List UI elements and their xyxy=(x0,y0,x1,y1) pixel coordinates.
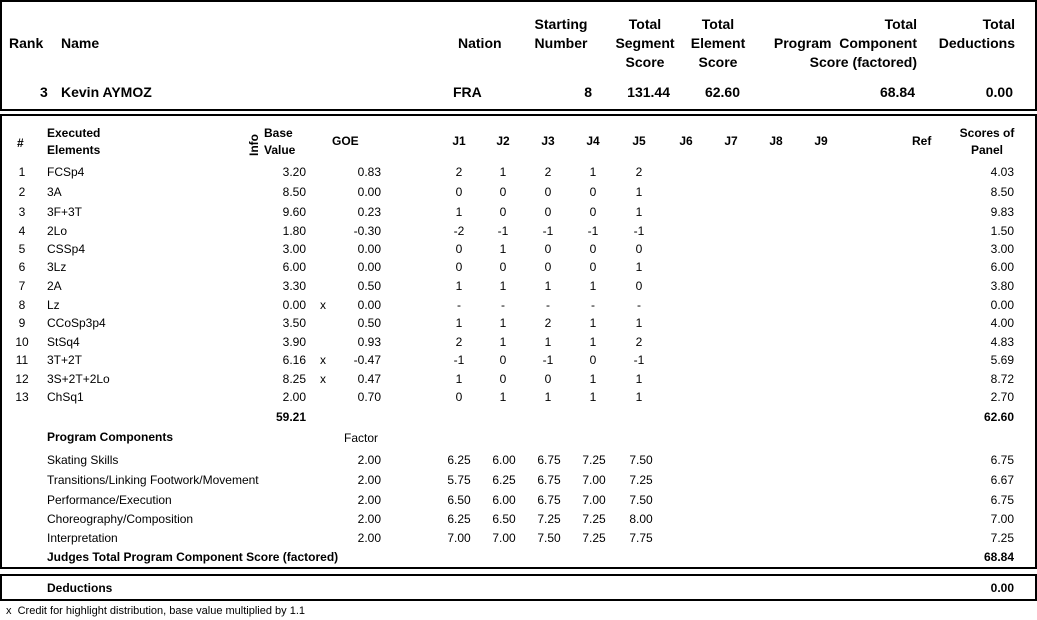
header-starting-number: Starting Number xyxy=(534,16,588,51)
component-panel-score: 6.67 xyxy=(990,473,1014,487)
header-name: Name xyxy=(61,35,100,51)
component-judge-score: 5.75 xyxy=(447,473,471,487)
element-judge-score: -1 xyxy=(587,224,599,238)
element-judge-score: 1 xyxy=(455,205,463,219)
element-judge-score: - xyxy=(637,298,641,312)
col-header-executed-elements: Executed Elements xyxy=(47,126,101,157)
element-base-value: 0.00 xyxy=(282,298,306,312)
element-info: x xyxy=(320,372,326,386)
base-value-total: 59.21 xyxy=(275,410,306,424)
element-judge-score: 1 xyxy=(455,316,463,330)
element-judge-score: 1 xyxy=(499,165,507,179)
component-name: Performance/Execution xyxy=(47,493,172,507)
element-judge-score: 1 xyxy=(589,316,597,330)
component-judge-score: 6.00 xyxy=(492,493,516,507)
element-goe: 0.00 xyxy=(357,298,381,312)
element-judge-score: 1 xyxy=(589,390,597,404)
element-name: 3T+2T xyxy=(47,353,83,367)
judge-header-9: J9 xyxy=(814,134,828,148)
element-judge-score: -1 xyxy=(453,353,465,367)
judge-header-4: J4 xyxy=(586,134,600,148)
deductions-label: Deductions xyxy=(47,581,113,595)
element-goe: 0.23 xyxy=(357,205,381,219)
component-judge-score: 7.50 xyxy=(629,453,653,467)
element-judge-score: 1 xyxy=(499,242,507,256)
deductions-value: 0.00 xyxy=(990,581,1014,595)
component-factor: 2.00 xyxy=(357,473,381,487)
judge-header-7: J7 xyxy=(724,134,738,148)
col-header-goe: GOE xyxy=(332,134,359,148)
element-judge-score: 1 xyxy=(499,279,507,293)
element-judge-score: 1 xyxy=(635,260,643,274)
element-base-value: 6.00 xyxy=(282,260,306,274)
element-judge-score: 0 xyxy=(544,205,552,219)
footnote: x Credit for highlight distribution, base value multiplied by 1.1 xyxy=(6,605,305,617)
element-panel-score: 8.72 xyxy=(990,372,1014,386)
component-judge-score: 6.75 xyxy=(537,453,561,467)
component-factor: 2.00 xyxy=(357,493,381,507)
element-goe: 0.00 xyxy=(357,260,381,274)
program-components-title: Program Components xyxy=(47,430,174,444)
component-judge-score: 6.75 xyxy=(537,493,561,507)
skater-pcs: 68.84 xyxy=(879,84,915,100)
skater-rank: 3 xyxy=(40,84,48,100)
deductions-box xyxy=(0,574,1037,601)
element-judge-score: - xyxy=(591,298,595,312)
component-panel-score: 6.75 xyxy=(990,453,1014,467)
element-number: 2 xyxy=(18,185,26,199)
component-panel-score: 7.00 xyxy=(990,512,1014,526)
element-judge-score: 0 xyxy=(635,279,643,293)
element-panel-score: 4.00 xyxy=(990,316,1014,330)
panel-score-total: 62.60 xyxy=(983,410,1014,424)
col-header-scores-of-panel: Scores of Panel xyxy=(959,126,1015,157)
element-judge-score: -1 xyxy=(542,224,554,238)
element-base-value: 3.50 xyxy=(282,316,306,330)
component-judge-score: 6.25 xyxy=(447,453,471,467)
header-nation: Nation xyxy=(458,35,502,51)
header-rank: Rank xyxy=(9,35,44,51)
skater-tes: 62.60 xyxy=(704,84,740,100)
element-number: 10 xyxy=(15,335,29,349)
element-panel-score: 2.70 xyxy=(990,390,1014,404)
element-judge-score: 2 xyxy=(455,165,463,179)
element-judge-score: 0 xyxy=(589,205,597,219)
element-judge-score: - xyxy=(546,298,550,312)
element-panel-score: 6.00 xyxy=(990,260,1014,274)
element-panel-score: 1.50 xyxy=(990,224,1014,238)
element-judge-score: 2 xyxy=(544,316,552,330)
element-number: 7 xyxy=(18,279,26,293)
element-panel-score: 3.80 xyxy=(990,279,1014,293)
component-judge-score: 7.25 xyxy=(582,531,606,545)
element-judge-score: -1 xyxy=(542,353,554,367)
element-judge-score: 2 xyxy=(455,335,463,349)
element-base-value: 3.30 xyxy=(282,279,306,293)
component-name: Choreography/Composition xyxy=(47,512,194,526)
element-judge-score: 2 xyxy=(635,335,643,349)
judge-header-3: J3 xyxy=(541,134,555,148)
component-name: Interpretation xyxy=(47,531,118,545)
element-name: 2A xyxy=(47,279,62,293)
element-goe: 0.00 xyxy=(357,185,381,199)
element-base-value: 1.80 xyxy=(282,224,306,238)
element-panel-score: 3.00 xyxy=(990,242,1014,256)
element-judge-score: 1 xyxy=(499,335,507,349)
element-panel-score: 5.69 xyxy=(990,353,1014,367)
component-judge-score: 6.75 xyxy=(537,473,561,487)
element-name: CSSp4 xyxy=(47,242,86,256)
component-judge-score: 6.25 xyxy=(447,512,471,526)
element-judge-score: -1 xyxy=(633,224,645,238)
element-base-value: 3.20 xyxy=(282,165,306,179)
component-judge-score: 7.00 xyxy=(582,473,606,487)
element-number: 9 xyxy=(18,316,26,330)
component-factor: 2.00 xyxy=(357,453,381,467)
element-judge-score: 1 xyxy=(499,316,507,330)
element-judge-score: 0 xyxy=(589,260,597,274)
judge-header-1: J1 xyxy=(452,134,466,148)
element-judge-score: 1 xyxy=(455,279,463,293)
element-judge-score: -1 xyxy=(633,353,645,367)
element-name: 3S+2T+2Lo xyxy=(47,372,110,386)
element-judge-score: 0 xyxy=(499,260,507,274)
component-judge-score: 7.25 xyxy=(629,473,653,487)
factor-label: Factor xyxy=(344,431,379,445)
element-base-value: 8.50 xyxy=(282,185,306,199)
element-goe: -0.30 xyxy=(353,224,381,238)
pcs-total-value: 68.84 xyxy=(983,550,1014,564)
col-header-ref: Ref xyxy=(912,134,932,148)
header-total-pcs: Total Program Component Score (factored) xyxy=(773,16,917,70)
element-panel-score: 9.83 xyxy=(990,205,1014,219)
element-judge-score: 0 xyxy=(544,185,552,199)
element-judge-score: 0 xyxy=(455,390,463,404)
element-name: 3A xyxy=(47,185,62,199)
element-base-value: 3.00 xyxy=(282,242,306,256)
element-goe: -0.47 xyxy=(353,353,381,367)
element-base-value: 3.90 xyxy=(282,335,306,349)
component-judge-score: 8.00 xyxy=(629,512,653,526)
element-panel-score: 0.00 xyxy=(990,298,1014,312)
element-judge-score: 1 xyxy=(635,205,643,219)
component-name: Transitions/Linking Footwork/Movement xyxy=(47,473,259,487)
element-goe: 0.83 xyxy=(357,165,381,179)
component-judge-score: 7.50 xyxy=(537,531,561,545)
element-base-value: 8.25 xyxy=(282,372,306,386)
skater-deductions: 0.00 xyxy=(985,84,1013,100)
element-info: x xyxy=(320,298,326,312)
element-goe: 0.00 xyxy=(357,242,381,256)
element-judge-score: 0 xyxy=(499,205,507,219)
component-judge-score: 7.50 xyxy=(629,493,653,507)
element-number: 3 xyxy=(18,205,26,219)
element-judge-score: -1 xyxy=(497,224,509,238)
element-panel-score: 8.50 xyxy=(990,185,1014,199)
element-judge-score: 1 xyxy=(589,335,597,349)
element-base-value: 9.60 xyxy=(282,205,306,219)
skater-start-number: 8 xyxy=(584,84,592,100)
skater-tss: 131.44 xyxy=(627,84,670,100)
element-panel-score: 4.03 xyxy=(990,165,1014,179)
element-name: ChSq1 xyxy=(47,390,84,404)
element-judge-score: 1 xyxy=(544,279,552,293)
element-base-value: 2.00 xyxy=(282,390,306,404)
col-header-number: # xyxy=(17,136,24,150)
element-info: x xyxy=(320,353,326,367)
element-name: StSq4 xyxy=(47,335,80,349)
element-judge-score: - xyxy=(501,298,505,312)
element-judge-score: 1 xyxy=(589,165,597,179)
component-judge-score: 6.00 xyxy=(492,453,516,467)
element-judge-score: - xyxy=(457,298,461,312)
element-judge-score: 0 xyxy=(544,260,552,274)
component-judge-score: 7.25 xyxy=(582,453,606,467)
component-judge-score: 7.25 xyxy=(582,512,606,526)
element-judge-score: 0 xyxy=(455,260,463,274)
element-judge-score: 0 xyxy=(499,353,507,367)
judge-header-6: J6 xyxy=(679,134,693,148)
component-name: Skating Skills xyxy=(47,453,119,467)
element-judge-score: 0 xyxy=(499,372,507,386)
skater-name: Kevin AYMOZ xyxy=(61,84,152,100)
element-number: 13 xyxy=(15,390,29,404)
element-panel-score: 4.83 xyxy=(990,335,1014,349)
element-judge-score: 1 xyxy=(544,335,552,349)
element-judge-score: 1 xyxy=(589,372,597,386)
component-judge-score: 6.50 xyxy=(447,493,471,507)
pcs-total-label: Judges Total Program Component Score (factored) xyxy=(47,550,339,564)
element-number: 5 xyxy=(18,242,26,256)
element-judge-score: 0 xyxy=(635,242,643,256)
element-name: 3F+3T xyxy=(47,205,83,219)
element-judge-score: 1 xyxy=(499,390,507,404)
element-judge-score: 1 xyxy=(635,316,643,330)
element-judge-score: 1 xyxy=(635,372,643,386)
element-judge-score: 0 xyxy=(544,372,552,386)
component-judge-score: 7.75 xyxy=(629,531,653,545)
element-number: 1 xyxy=(18,165,26,179)
element-judge-score: 0 xyxy=(589,185,597,199)
component-judge-score: 7.25 xyxy=(537,512,561,526)
element-judge-score: 0 xyxy=(455,242,463,256)
judge-header-2: J2 xyxy=(496,134,510,148)
element-judge-score: 2 xyxy=(635,165,643,179)
component-judge-score: 7.00 xyxy=(447,531,471,545)
element-number: 6 xyxy=(18,260,26,274)
element-number: 8 xyxy=(18,298,26,312)
element-judge-score: 1 xyxy=(589,279,597,293)
element-name: 3Lz xyxy=(47,260,67,274)
element-judge-score: 0 xyxy=(544,242,552,256)
judge-header-5: J5 xyxy=(632,134,646,148)
element-judge-score: 0 xyxy=(499,185,507,199)
element-goe: 0.50 xyxy=(357,279,381,293)
component-judge-score: 6.50 xyxy=(492,512,516,526)
element-judge-score: 2 xyxy=(544,165,552,179)
element-judge-score: 0 xyxy=(589,353,597,367)
element-base-value: 6.16 xyxy=(282,353,306,367)
component-judge-score: 7.00 xyxy=(492,531,516,545)
element-judge-score: 1 xyxy=(635,390,643,404)
element-name: FCSp4 xyxy=(47,165,85,179)
judge-header-8: J8 xyxy=(769,134,783,148)
component-judge-score: 7.00 xyxy=(582,493,606,507)
component-panel-score: 6.75 xyxy=(990,493,1014,507)
element-number: 11 xyxy=(15,353,29,367)
header-total-element-score: Total Element Score xyxy=(690,16,746,70)
header-total-deductions: Total Deductions xyxy=(938,16,1015,51)
element-judge-score: 1 xyxy=(635,185,643,199)
element-name: 2Lo xyxy=(47,224,68,238)
component-factor: 2.00 xyxy=(357,512,381,526)
col-header-info: Info xyxy=(247,134,261,156)
component-judge-score: 6.25 xyxy=(492,473,516,487)
element-name: Lz xyxy=(47,298,60,312)
element-judge-score: -2 xyxy=(453,224,465,238)
element-goe: 0.50 xyxy=(357,316,381,330)
element-goe: 0.47 xyxy=(357,372,381,386)
element-goe: 0.70 xyxy=(357,390,381,404)
header-total-segment-score: Total Segment Score xyxy=(615,16,675,70)
component-panel-score: 7.25 xyxy=(990,531,1014,545)
col-header-base-value: Base Value xyxy=(264,126,296,157)
element-number: 12 xyxy=(15,372,29,386)
element-number: 4 xyxy=(18,224,26,238)
element-judge-score: 1 xyxy=(544,390,552,404)
element-judge-score: 0 xyxy=(455,185,463,199)
element-goe: 0.93 xyxy=(357,335,381,349)
element-judge-score: 1 xyxy=(455,372,463,386)
element-name: CCoSp3p4 xyxy=(47,316,106,330)
skater-nation: FRA xyxy=(453,84,482,100)
element-judge-score: 0 xyxy=(589,242,597,256)
component-factor: 2.00 xyxy=(357,531,381,545)
